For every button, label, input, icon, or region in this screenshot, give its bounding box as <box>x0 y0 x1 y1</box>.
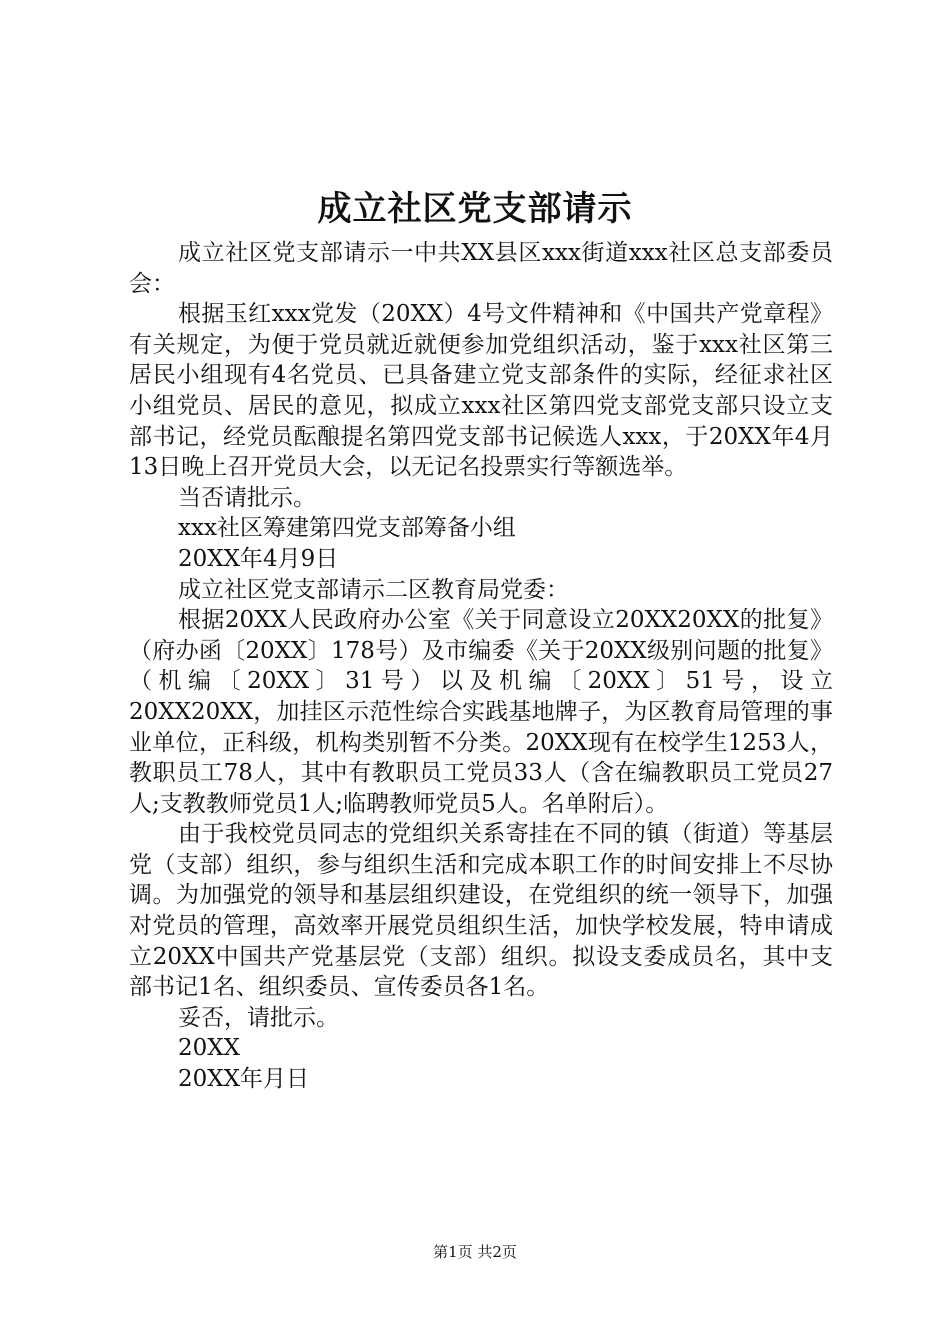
paragraph-date-2: 20XX年月日 <box>178 1066 310 1093</box>
paragraph-salutation-2: 成立社区党支部请示二区教育局党委： <box>178 576 569 603</box>
paragraph-approval-2: 妥否，请批示。 <box>178 1004 339 1031</box>
paragraph-salutation-1: 成立社区党支部请示一中共XX县区xxx街道xxx社区总支部委员会： <box>129 240 833 297</box>
paragraph-signature-1: xxx社区筹建第四党支部筹备小组 <box>178 515 516 542</box>
paragraph-approval-1: 当否请批示。 <box>178 484 316 511</box>
paragraph-signature-2: 20XX <box>178 1035 241 1062</box>
page-footer: 第1页 共2页 <box>433 1243 517 1261</box>
paragraph-request-2: 由于我校党员同志的党组织关系寄挂在不同的镇（街道）等基层党（支部）组织，参与组织生活和完成本职工作的时间安排上不尽协调。为加强党的领导和基层组织建设，在党组织的统一领导下，加强对党员的管理，高效率开展党员组织生活，加快学校发展，特申请成立20XX中国共产党基层党（支部）组织。拟设支委成员名，其中支部书记1名、组织委员、宣传委员各1名。 <box>129 821 833 1001</box>
paragraph-date-1: 20XX年4月9日 <box>178 545 339 572</box>
document-body <box>129 238 833 1095</box>
paragraph-background-2: 根据20XX人民政府办公室《关于同意设立20XX20XX的批复》（府办函〔20XX〕178号）及市编委《关于20XX级别问题的批复》（机编〔20XX〕31号）以及机编〔20XX〕51号，设立20XX20XX，加挂区示范性综合实践基地牌子，为区教育局管理的事业单位，正科级，机构类别暂不分类。20XX现有在校学生1253人，教职员工78人，其中有教职员工党员33人（含在编教职员工党员27人;支教教师党员1人;临聘教师党员5人。名单附后）。 <box>129 607 833 817</box>
paragraph-request-1: 根据玉红xxx党发（20XX）4号文件精神和《中国共产党章程》有关规定，为便于党员就近就便参加党组织活动，鉴于xxx社区第三居民小组现有4名党员、已具备建立党支部条件的实际，经征求社区小组党员、居民的意见，拟成立xxx社区第四党支部党支部只设立支部书记，经党员酝酿提名第四党支部书记候选人xxx，于20XX年4月13日晚上召开党员大会，以无记名投票实行等额选举。 <box>129 301 833 481</box>
document-title: 成立社区党支部请示 <box>317 189 633 229</box>
